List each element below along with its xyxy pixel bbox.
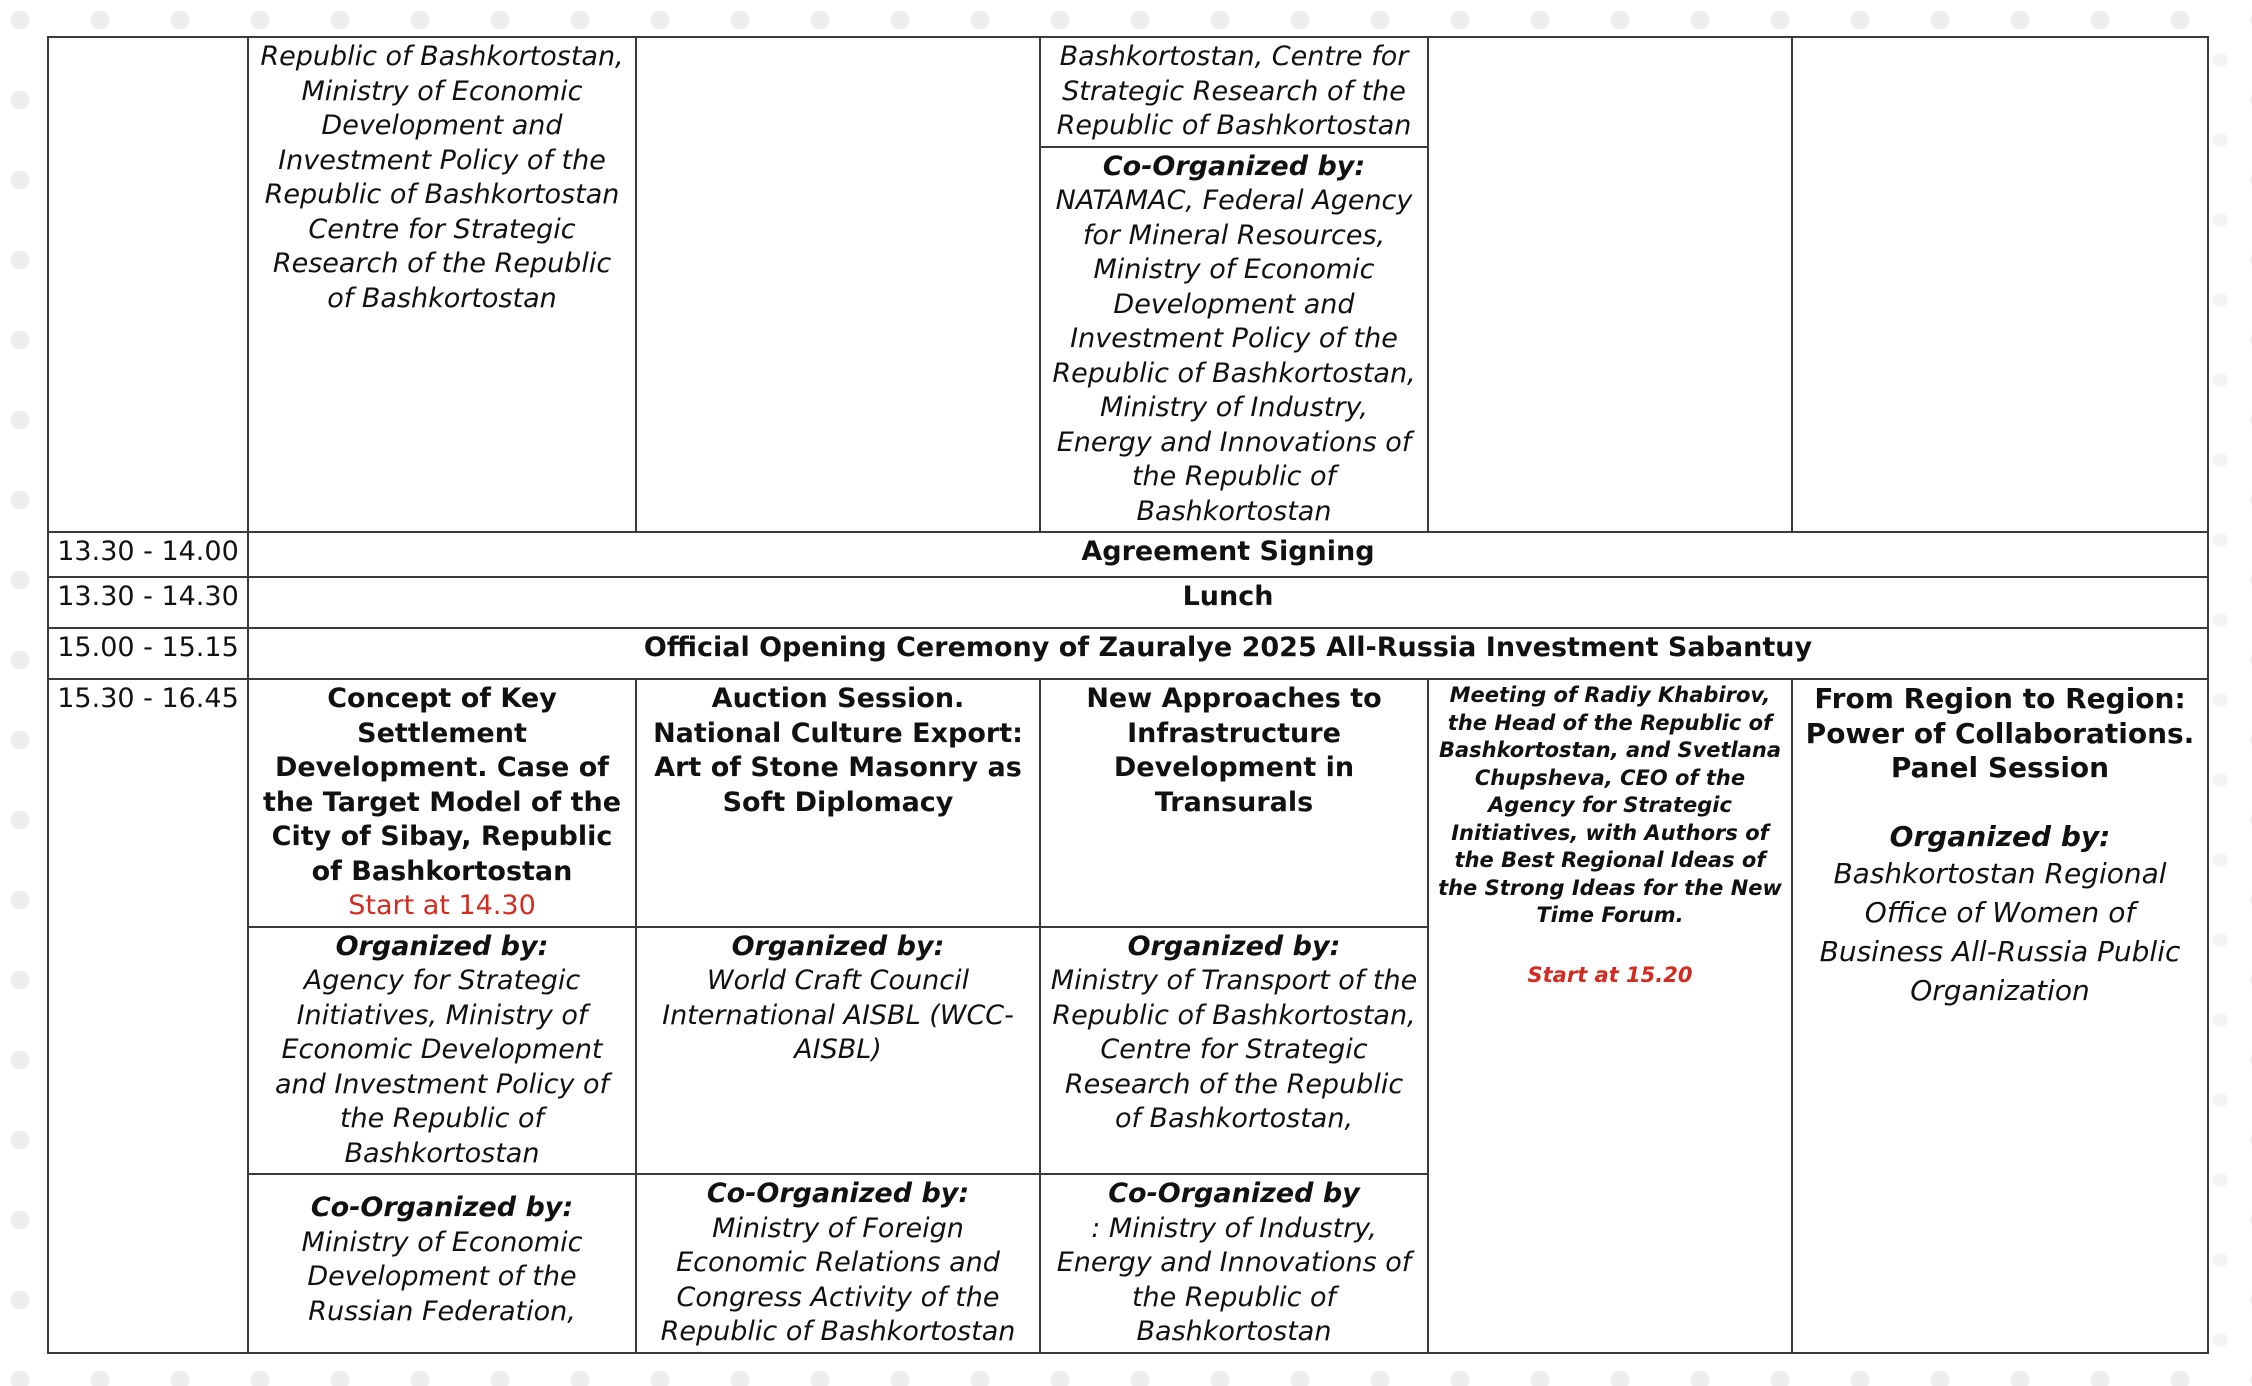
cell-top-organizers: Republic of Bashkortostan, Ministry of Economic Development and Investment Policy of the Republic of Bashkortostan Centre for Strategic Research of the Republic of Bashkortostan [248,37,636,532]
session-4-meeting-text: Meeting of Radiy Khabirov, the Head of the Republic of Bashkortostan, and Svetlana Chupsheva, CEO of the Agency for Strategic Initiatives, with Authors of the Best Regional Ideas of the Strong Ideas for the New Time Forum. [1438,683,1782,927]
continuation-row [48,37,2208,147]
session-1-org-heading: Organized by: [335,930,549,962]
session-5-title: From Region to Region: Power of Collaborations. Panel Session [1805,682,2195,784]
session-3-org-heading: Organized by: [1127,930,1341,962]
session-2-title-cell [636,679,1040,927]
session-3-coorganizers-cell [1040,1174,1428,1353]
opening-row [48,628,2208,679]
cell-top-empty-2 [1428,37,1792,532]
time-lunch: 13.30 - 14.30 [48,577,248,628]
session-4-meeting-cell [1428,679,1792,1353]
session-1-title-cell [248,679,636,927]
session-1-coorganizers-cell [248,1174,636,1353]
session-2-coorganizers-cell [636,1174,1040,1353]
session-2-coorg-heading: Co-Organized by: [706,1178,970,1209]
session-5-org-heading: Organized by: [1889,819,2111,853]
schedule-table [47,36,2209,1354]
sessions-title-row [48,679,2208,927]
session-1-coorg-heading: Co-Organized by: [310,1192,574,1223]
session-2-coorg-text: Ministry of Foreign Economic Relations and Congress Activity of the Republic of Bashkortostan [660,1212,1016,1347]
session-5-panel-cell [1792,679,2208,1353]
lunch-row [48,577,2208,628]
cell-top-coorg-continued: Bashkortostan, Centre for Strategic Research of the Republic of Bashkortostan [1040,37,1428,147]
session-4-start-note: Start at 15.20 [1527,962,1693,987]
agreement-signing-label: Agreement Signing [248,532,2208,577]
session-1-start-note: Start at 14.30 [348,890,536,921]
session-1-org-text: Agency for Strategic Initiatives, Ministry of Economic Development and Investment Policy of the Republic of Bashkortostan [274,965,610,1169]
session-3-coorg-heading: Co-Organized by [1108,1178,1360,1209]
session-3-title: New Approaches to Infrastructure Development in Transurals [1086,683,1382,818]
session-1-organizers-cell [248,927,636,1175]
cell-top-empty-3 [1792,37,2208,532]
cell-top-empty-1 [636,37,1040,532]
opening-ceremony-label: Official Opening Ceremony of Zauralye 2025 All-Russia Investment Sabantuy [248,628,2208,679]
lunch-label: Lunch [248,577,2208,628]
session-2-org-heading: Organized by: [731,930,945,962]
agreement-row [48,532,2208,577]
coorg-text: NATAMAC, Federal Agency for Mineral Resources, Ministry of Economic Development and Investment Policy of the Republic of Bashkortostan, Ministry of Industry, Energy and Innovations of the Republic of Bashkortostan [1052,185,1416,527]
time-cell-empty [48,37,248,532]
session-2-org-text: World Craft Council International AISBL (WCC-AISBL) [662,965,1014,1065]
session-1-coorg-text: Ministry of Economic Development of the Russian Federation, [301,1226,583,1327]
session-3-organizers-cell [1040,927,1428,1175]
session-3-title-cell [1040,679,1428,927]
session-2-organizers-cell [636,927,1040,1175]
session-5-org-text: Bashkortostan Regional Office of Women of Business All-Russia Public Organization [1819,857,2181,1007]
time-agreement: 13.30 - 14.00 [48,532,248,577]
time-opening: 15.00 - 15.15 [48,628,248,679]
session-1-title: Concept of Key Settlement Development. Case of the Target Model of the City of Sibay, Republic of Bashkortostan [262,683,622,887]
cell-top-coorganizers [1040,147,1428,533]
coorg-heading: Co-Organized by: [1102,150,1366,182]
session-3-coorg-text: : Ministry of Industry, Energy and Innovations of the Republic of Bashkortostan [1056,1212,1412,1347]
session-2-title: Auction Session. National Culture Export: Art of Stone Masonry as Soft Diplomacy [653,683,1023,818]
session-3-org-text: Ministry of Transport of the Republic of Bashkortostan, Centre for Strategic Research of the Republic of Bashkortostan, [1050,965,1418,1134]
time-sessions: 15.30 - 16.45 [48,679,248,1353]
